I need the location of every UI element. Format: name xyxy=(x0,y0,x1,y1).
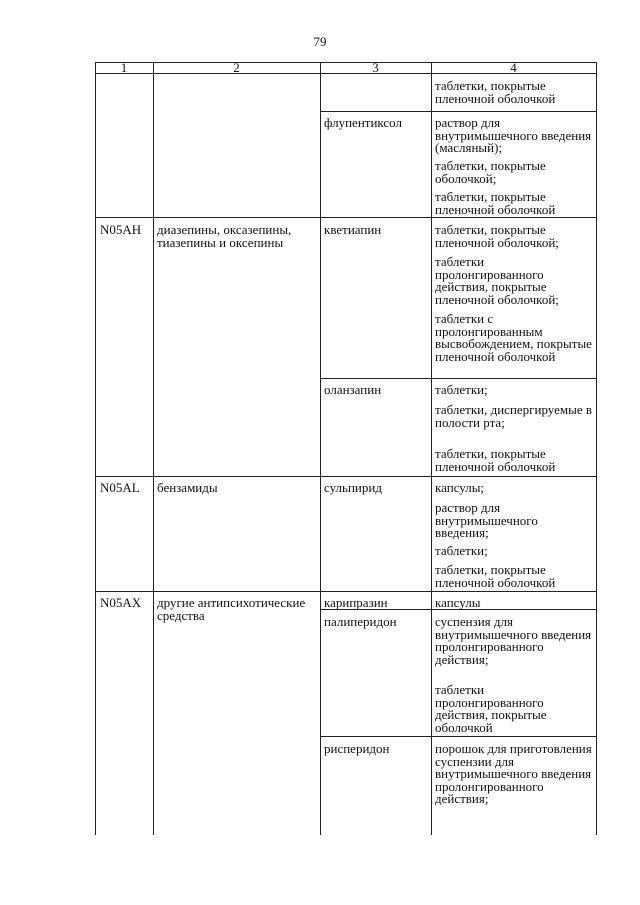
column-header-4: 4 xyxy=(510,60,517,75)
row-rule xyxy=(320,111,597,112)
group-name: другие антипсихотические средства xyxy=(157,595,306,623)
dosage-form: раствор для внутримышечного введения (масляный); xyxy=(435,115,592,155)
dosage-form: раствор для внутримышечного введения; xyxy=(435,500,538,540)
drug-name: палиперидон xyxy=(324,614,397,629)
drug-name: карипразин xyxy=(324,595,388,610)
column-divider-3 xyxy=(431,62,432,835)
dosage-form: капсулы; xyxy=(435,480,485,495)
dosage-form: таблетки, покрытые оболочкой; xyxy=(435,158,546,186)
column-divider-1 xyxy=(153,62,154,835)
dosage-form: таблетки; xyxy=(435,382,488,397)
row-rule xyxy=(320,378,597,379)
row-rule xyxy=(320,736,597,737)
dosage-form: таблетки, покрытые пленочной оболочкой; xyxy=(435,222,559,250)
group-name: бензамиды xyxy=(157,480,218,495)
dosage-form: таблетки с пролонгированным высвобождением, покрытые пленочной оболочкой xyxy=(435,311,592,364)
column-header-1: 1 xyxy=(120,60,128,75)
dosage-form: таблетки; xyxy=(435,543,488,558)
dosage-form: суспензия для внутримышечного введения пролонгированного действия; xyxy=(435,614,592,667)
dosage-form: таблетки, покрытые пленочной оболочкой xyxy=(435,78,556,106)
page-number: 79 xyxy=(313,34,327,49)
drug-name: кветиапин xyxy=(324,222,382,237)
dosage-form: таблетки, покрытые пленочной оболочкой xyxy=(435,446,556,474)
dosage-form: таблетки, покрытые пленочной оболочкой xyxy=(435,562,556,590)
atc-code: N05AL xyxy=(100,480,140,495)
drug-name: оланзапин xyxy=(324,382,382,397)
drug-name: флупентиксол xyxy=(324,115,402,130)
group-rule xyxy=(95,217,597,218)
dosage-form: таблетки, покрытые пленочной оболочкой xyxy=(435,189,556,217)
dosage-form: порошок для приготовления суспензии для внутримышечного введения пролонгированного действия; xyxy=(435,741,592,806)
group-name: диазепины, оксазепины, тиазепины и оксепины xyxy=(157,222,292,250)
dosage-form: капсулы xyxy=(435,595,481,610)
table-border-left xyxy=(95,62,96,835)
drug-name: сульпирид xyxy=(324,480,382,495)
dosage-form: таблетки пролонгированного действия, покрытые пленочной оболочкой; xyxy=(435,254,559,307)
column-header-2: 2 xyxy=(233,60,240,75)
drug-name: рисперидон xyxy=(324,741,390,756)
column-header-3: 3 xyxy=(372,60,379,75)
dosage-form: таблетки пролонгированного действия, покрытые оболочкой xyxy=(435,682,547,735)
group-rule xyxy=(95,476,597,477)
atc-code: N05AH xyxy=(100,222,142,237)
table-border-right xyxy=(596,62,597,835)
drug-table xyxy=(95,62,597,835)
atc-code: N05AX xyxy=(100,595,142,610)
column-divider-2 xyxy=(320,62,321,835)
group-rule xyxy=(95,591,597,592)
dosage-form: таблетки, диспергируемые в полости рта; xyxy=(435,402,593,430)
